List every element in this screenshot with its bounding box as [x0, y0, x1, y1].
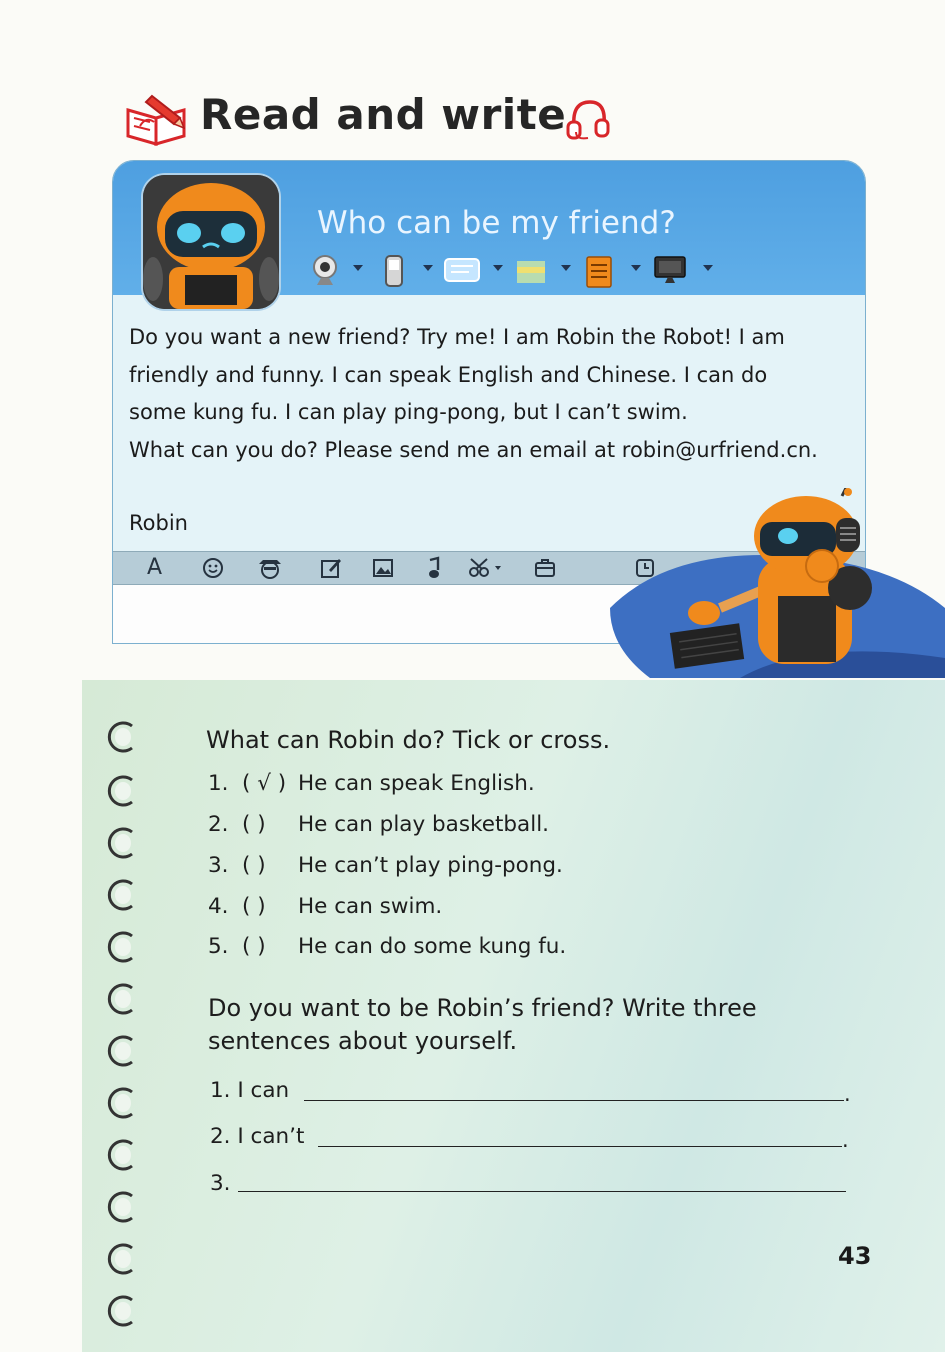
answer-box[interactable]: ( ) — [242, 853, 266, 878]
item-number: 4. — [208, 894, 229, 919]
item-number: 3. — [208, 853, 229, 878]
edit-icon[interactable] — [319, 556, 343, 580]
scissors-icon[interactable] — [467, 556, 505, 580]
write-label: 1. I can — [210, 1078, 290, 1103]
briefcase-icon[interactable] — [533, 556, 557, 580]
message-line: Do you want a new friend? Try me! I am Robin the Robot! I am — [129, 325, 785, 349]
notes-button[interactable] — [581, 253, 643, 289]
webcam-button[interactable] — [309, 253, 367, 289]
line-end: . — [842, 1128, 849, 1152]
folder-icon — [513, 253, 549, 289]
tick-item — [208, 934, 566, 959]
heading-title: Read and write — [200, 90, 567, 139]
item-text: He can play basketball. — [298, 812, 550, 837]
section-heading — [122, 86, 642, 150]
item-number: 1. — [208, 771, 229, 796]
tick-item — [208, 771, 535, 796]
answer-box[interactable]: ( ) — [242, 894, 266, 919]
phone-button[interactable] — [377, 253, 435, 289]
phone-icon — [377, 253, 411, 289]
webcam-icon — [309, 253, 343, 289]
answer-box[interactable]: ( ) — [242, 934, 266, 959]
chat-header — [113, 161, 865, 295]
font-button[interactable]: A — [147, 555, 163, 580]
page-number: 43 — [838, 1242, 872, 1270]
item-number: 5. — [208, 934, 229, 959]
robot-illustration — [610, 488, 945, 678]
line-end: . — [844, 1082, 851, 1106]
message-signature: Robin — [129, 511, 188, 535]
answer-box[interactable]: ( √ ) — [242, 771, 287, 796]
part2-title-line2: sentences about yourself. — [208, 1027, 518, 1055]
monitor-button[interactable] — [651, 253, 715, 289]
notes-icon — [581, 253, 617, 289]
folder-button[interactable] — [513, 253, 575, 289]
avatar-icon[interactable] — [255, 556, 285, 580]
write-line[interactable] — [304, 1100, 844, 1101]
message-line: some kung fu. I can play ping-pong, but I can’t swim. — [129, 400, 688, 424]
item-text: He can swim. — [298, 894, 443, 919]
chat-title: Who can be my friend? — [317, 205, 676, 241]
emoji-icon[interactable] — [201, 556, 225, 580]
pencil-book-icon — [122, 88, 194, 148]
message-line: What can you do? Please send me an email at robin@urfriend.cn. — [129, 437, 818, 462]
item-number: 2. — [208, 812, 229, 837]
message-icon — [443, 253, 481, 289]
item-text: He can’t play ping-pong. — [298, 853, 563, 878]
item-text: He can do some kung fu. — [298, 934, 567, 959]
write-label: 2. I can’t — [210, 1124, 305, 1149]
music-icon[interactable] — [421, 556, 445, 580]
message-line: friendly and funny. I can speak English and Chinese. I can do — [129, 362, 768, 387]
answer-box[interactable]: ( ) — [242, 812, 266, 837]
write-label: 3. — [210, 1171, 231, 1196]
binder-rings — [82, 680, 162, 1352]
part2-title-line1: Do you want to be Robin’s friend? Write three — [208, 994, 757, 1022]
message-body — [129, 319, 859, 469]
tick-item — [208, 812, 549, 837]
robot-avatar — [143, 175, 279, 309]
tick-item — [208, 853, 563, 878]
part1-title: What can Robin do? Tick or cross. — [206, 726, 611, 754]
monitor-icon — [651, 253, 689, 289]
write-line[interactable] — [238, 1191, 846, 1192]
item-text: He can speak English. — [298, 771, 535, 796]
image-icon[interactable] — [371, 556, 395, 580]
write-line[interactable] — [318, 1146, 842, 1147]
tick-item — [208, 894, 442, 919]
headphone-icon — [566, 96, 610, 142]
message-button[interactable] — [443, 253, 505, 289]
chat-toolbar — [309, 253, 729, 289]
exercise-panel — [82, 680, 945, 1352]
